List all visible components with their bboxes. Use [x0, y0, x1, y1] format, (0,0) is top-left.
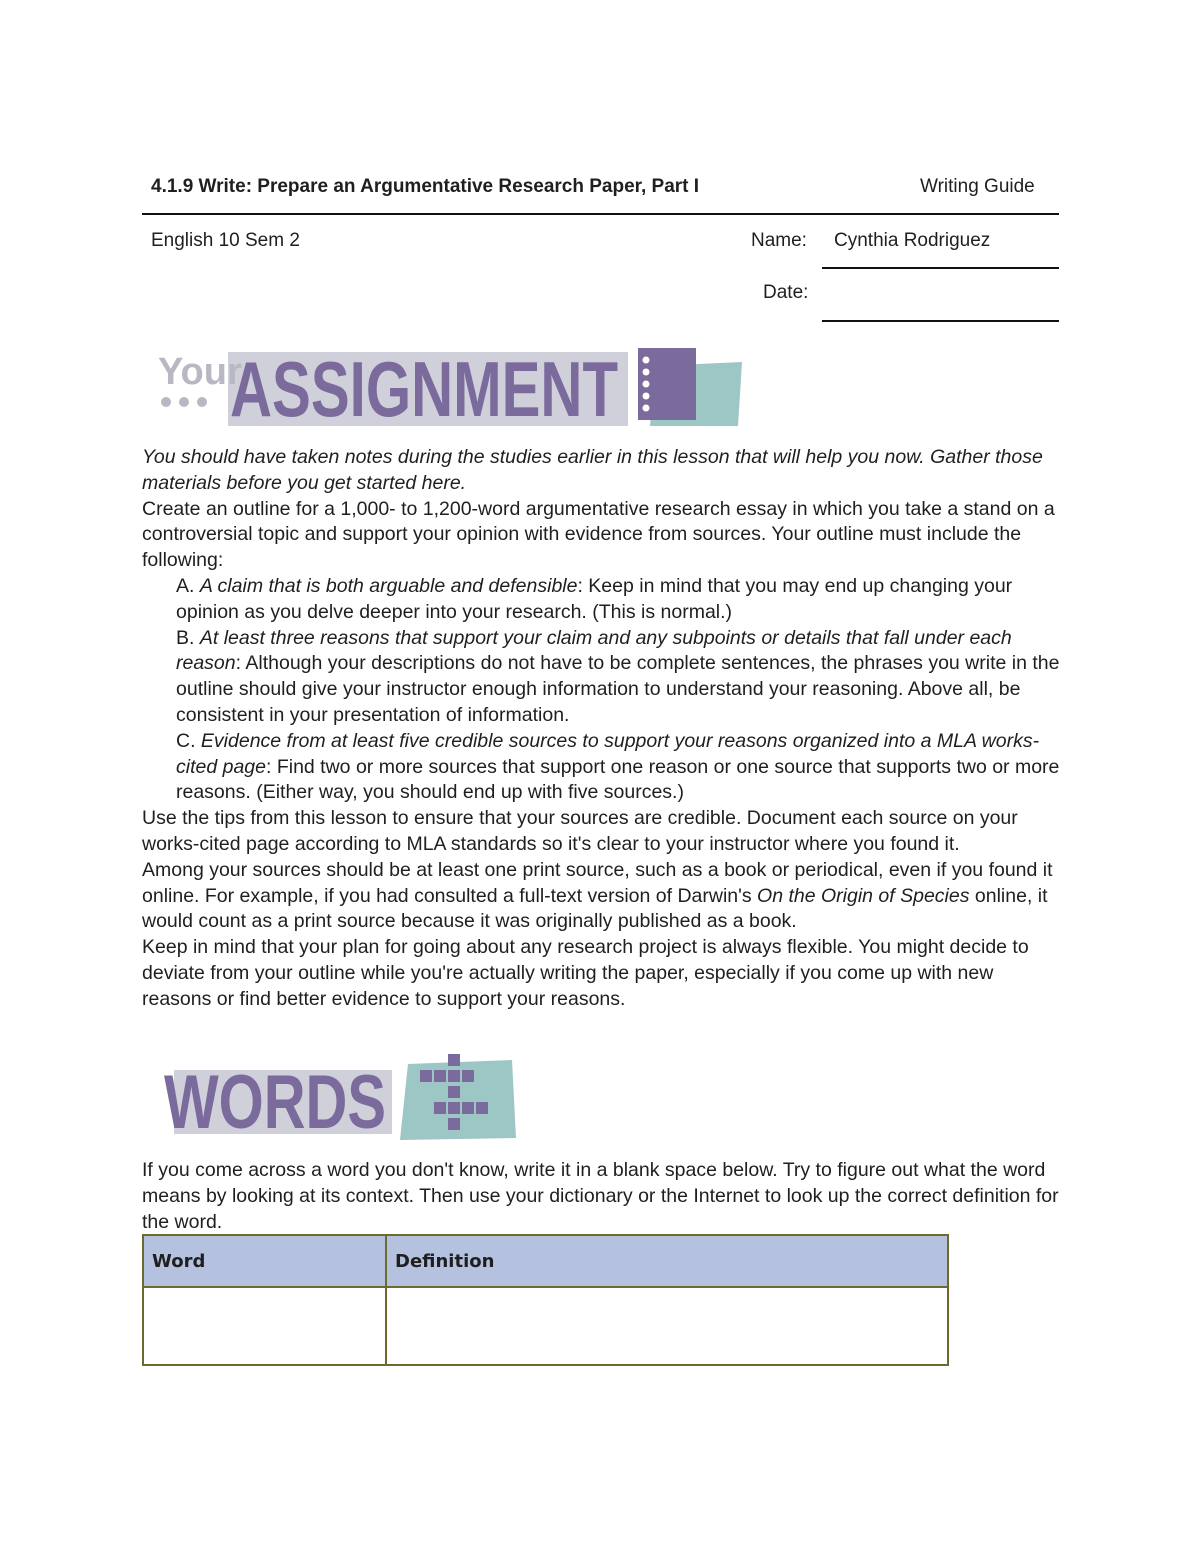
course-name: English 10 Sem 2 — [151, 230, 300, 251]
item-heading: Evidence from at least five credible sources to support your reasons organized into a MLA works-cited page — [176, 729, 1040, 778]
column-header-word: Word — [143, 1235, 386, 1287]
words-instructions: If you come across a word you don't know, write it in a blank space below. Try to figure out what the word means by looking at its context. Then use your dictionary or the Internet to look up the correct definition for the word. — [142, 1159, 1059, 1233]
document-title: 4.1.9 Write: Prepare an Argumentative Research Paper, Part I — [151, 176, 700, 197]
item-letter: B. — [176, 626, 195, 649]
banner-small-text: Your — [158, 351, 242, 393]
assignment-paragraph: Create an outline for a 1,000- to 1,200-word argumentative research essay in which you take a stand on a controversial topic and support your opinion with evidence from sources. Your outline must include the following: — [142, 497, 1055, 572]
item-letter: C. — [176, 729, 196, 752]
crossword-icon — [400, 1054, 516, 1140]
table-row — [143, 1287, 948, 1365]
item-text: : Find two or more sources that support one reason or one source that supports two or more reasons. (Either way, you should end up with five sources.) — [176, 755, 1060, 804]
assignment-paragraph — [142, 858, 1062, 935]
header-divider — [142, 213, 1059, 215]
book-title: On the Origin of Species — [757, 884, 970, 907]
words-instructions-block — [142, 1158, 1062, 1235]
item-heading: At least three reasons that support your claim and any subpoints or details that fall under each reason — [176, 626, 1012, 675]
assignment-paragraph: Keep in mind that your plan for going about any research project is always flexible. You might decide to deviate from your outline while you're actually writing the paper, especially if you come up with new reasons or find better evidence to support your reasons. — [142, 936, 1029, 1010]
notebook-icon — [638, 348, 742, 426]
words-banner — [160, 1050, 530, 1145]
name-label: Name: — [751, 230, 807, 251]
name-field[interactable]: Cynthia Rodriguez — [834, 230, 991, 251]
guide-label: Writing Guide — [920, 176, 1035, 197]
column-header-definition: Definition — [386, 1235, 948, 1287]
assignment-body — [142, 445, 1062, 1013]
banner-dot — [179, 397, 189, 407]
outline-item-c — [142, 729, 1062, 806]
item-text: : Keep in mind that you may end up changing your opinion as you delve deeper into your research. (This is normal.) — [176, 574, 1013, 623]
item-text: : Although your descriptions do not have to be complete sentences, the phrases you write in the outline should give your instructor enough information to understand your reasoning. Above all, be consistent in your presentation of information. — [176, 652, 1060, 726]
word-cell[interactable] — [143, 1287, 386, 1365]
text-run: online, it would count as a print source because it was originally published as a book. — [142, 884, 1048, 933]
assignment-paragraph: Use the tips from this lesson to ensure that your sources are credible. Document each source on your works-cited page according to MLA standards so it's clear to your instructor where you found it. — [142, 807, 1018, 855]
outline-item-a — [142, 574, 1062, 626]
item-letter: A. — [176, 574, 195, 597]
item-heading: A claim that is both arguable and defensible — [199, 574, 578, 597]
table-header-row — [143, 1235, 948, 1287]
date-underline — [822, 320, 1059, 322]
assignment-banner — [150, 338, 750, 433]
definition-cell[interactable] — [386, 1287, 948, 1365]
text-run: Among your sources should be at least one print source, such as a book or periodical, even if you found it online. For example, if you had consulted a full-text version of Darwin's — [142, 858, 1053, 907]
words-table — [142, 1234, 949, 1366]
outline-item-b — [142, 626, 1062, 729]
name-underline — [822, 267, 1059, 269]
assignment-intro: You should have taken notes during the studies earlier in this lesson that will help you now. Gather those materials before you get started here. — [142, 446, 1043, 494]
banner-dot — [161, 397, 171, 407]
banner-dot — [197, 397, 207, 407]
date-label: Date: — [763, 282, 809, 303]
banner-big-text: ASSIGNMENT — [230, 345, 618, 433]
words-banner-text: WORDS — [164, 1060, 386, 1145]
